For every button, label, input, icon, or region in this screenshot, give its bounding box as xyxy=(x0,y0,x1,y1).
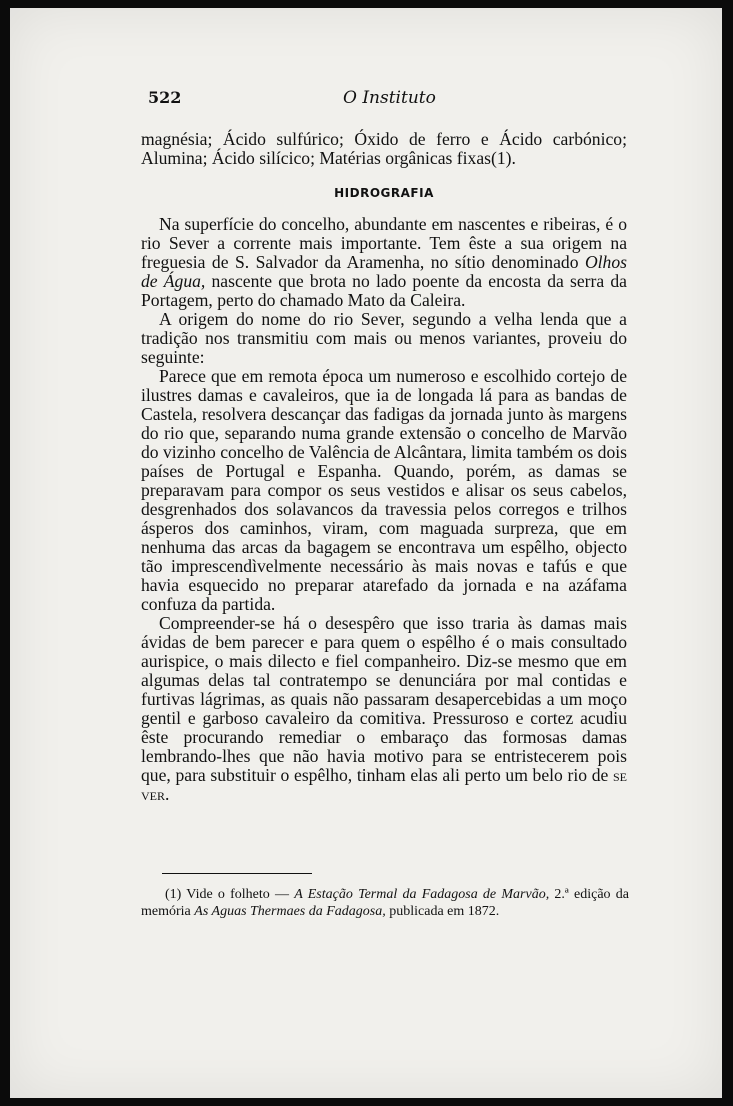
paragraph: A origem do nome do rio Sever, segundo a velha lenda que a tradição nos transmitiu com mais ou menos variantes, proveiu do seguinte: xyxy=(141,309,627,367)
page-number: 522 xyxy=(148,88,182,107)
paragraph-continuation: magnésia; Ácido sulfúrico; Óxido de ferro e Ácido carbónico; Alumina; Ácido silícico; Matérias orgânicas fixas(1). xyxy=(141,129,627,168)
footnote-text: publicada em 1872. xyxy=(385,904,500,919)
paragraph: Parece que em remota época um numeroso e escolhido cortejo de ilustres damas e cavaleiros, que ia de longada lá para as bandas de Castela, resolvera descançar das fadigas da jornada junto às margens do rio que, separando numa grande extensão o concelho de Marvão do vizinho concelho de Valência de Alcântara, limita também os dois países de Portugal e Espanha. Quando, porém, as damas se preparavam para compor os seus vestidos e alisar os seus cabelos, desgrenhados dos solavancos da travessia pelos corregos e trilhos ásperos dos caminhos, viram, com maguada surpreza, que em nenhuma das arcas da bagagem se encontrava um espêlho, objecto tão imprescendìvelmente necessário às mais novas e tafús e que havia esquecido no preparar atarefado da jornada e na azáfama confuza da partida. xyxy=(141,366,627,614)
section-heading: HIDROGRAFIA xyxy=(334,186,434,200)
smallcaps-text: se ver. xyxy=(141,765,627,804)
footnote xyxy=(141,886,629,920)
place-name-italic: Olhos de Água, xyxy=(141,252,627,291)
footnote-title: As Aguas Thermaes da Fadagosa, xyxy=(194,904,386,919)
paragraph xyxy=(141,614,627,804)
footnote-lead: (1) Vide o folheto — xyxy=(165,887,295,902)
footnote-title: A Estação Termal da Fadagosa de Marvão, xyxy=(294,887,550,902)
paragraph-text: Compreender-se há o desespêro que isso traria às damas mais ávidas de bem parecer e para quem o espêlho é o mais consultado aurispice, o mais dilecto e fiel companheiro. Diz-se mesmo que em algumas delas tal contratempo se denunciára por mal contidas e furtivas lágrimas, as quais não passaram desapercebidas a um moço gentil e garboso cavaleiro da comitiva. Pressuroso e cortez acudiu êste procurando remediar o embaraço das formosas damas lembrando-lhes que não havia motivo para se entristecerem pois que, para substituir o espêlho, tinham elas ali perto um belo rio de xyxy=(141,613,627,785)
paragraph-text: Na superfície do concelho, abundante em nascentes e ribeiras, é o rio Sever a corrente mais importante. Tem êste a sua origem na freguesia de S. Salvador da Aramenha, no sítio denominado xyxy=(141,214,627,272)
footnote-text: 2.ª edição da memória xyxy=(141,887,629,919)
running-title: O Instituto xyxy=(343,88,436,108)
footnote-divider xyxy=(162,873,312,874)
paragraph-text: nascente que brota no lado poente da encosta da serra da Portagem, perto do chamado Mato da Caleira. xyxy=(141,271,627,310)
page-header xyxy=(148,88,628,112)
main-text xyxy=(141,130,627,804)
paragraph xyxy=(141,215,627,310)
